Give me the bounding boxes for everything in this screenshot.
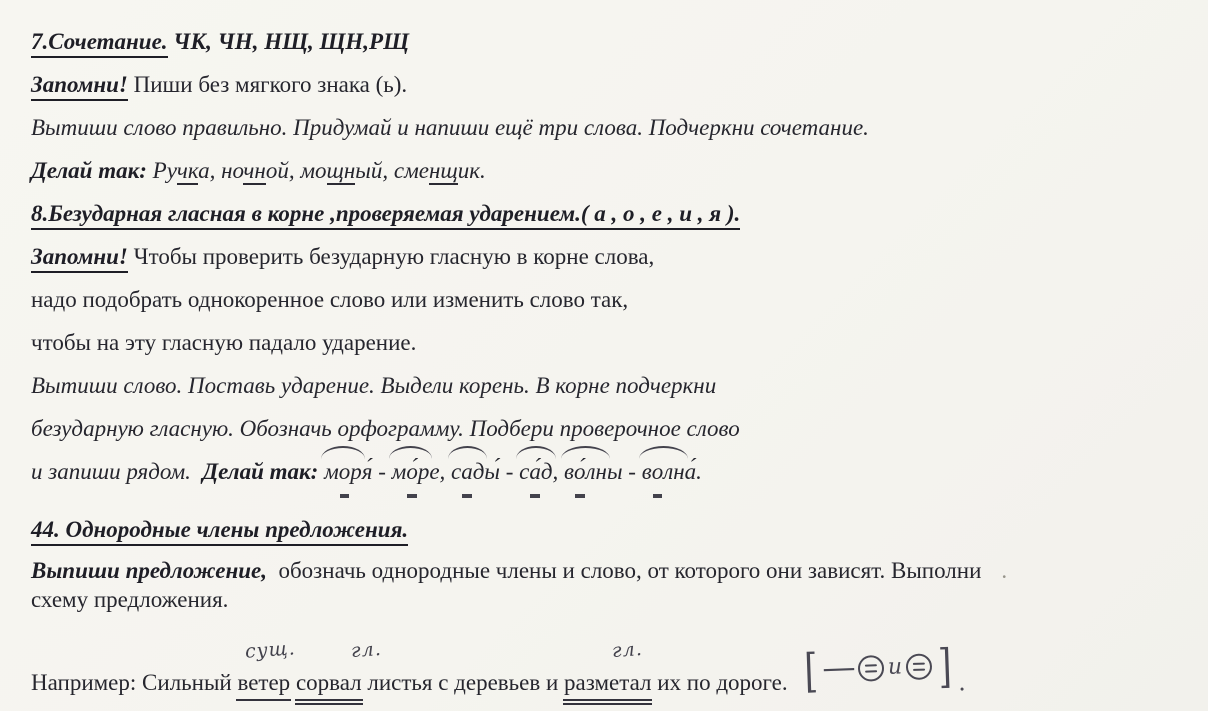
schema-subject-dash: —: [822, 650, 855, 685]
vowel-underline-mark: о́: [574, 450, 586, 493]
root-arc-mark: во́лн: [564, 450, 607, 493]
root-arc-mark: мо́р: [392, 450, 430, 493]
section-7-examples: Делай так: Ручка, ночной, мощный, сменщик.: [31, 158, 486, 183]
stray-mark: .: [1001, 558, 1008, 583]
predicate-circle-icon: [905, 653, 932, 680]
letter-pair-underline: чк: [176, 158, 199, 183]
vowel-underline-mark: о: [339, 450, 351, 493]
handwritten-noun-label: сущ.: [244, 637, 297, 663]
vowel-underline-mark: а́: [529, 450, 541, 493]
example-word-morya: моря́: [324, 450, 372, 493]
example-word: сменщик: [393, 158, 481, 183]
task-text: Вытиши слово правильно. Придумай и напиши ещё три слова. Подчеркни сочетание.: [31, 115, 869, 140]
predicate-circle-icon: [857, 655, 884, 682]
section-44-heading: 44. Однородные члены предложения.: [31, 517, 408, 546]
section-44-example-sentence: Например: Сильный сущ. ветер гл. сорвал листья с деревьев и гл. разметал их по дороге. [ — и ] .: [31, 637, 966, 698]
vowel-underline-mark: а: [461, 450, 473, 493]
section-7-title: [31, 20, 1184, 63]
section-44-title: [31, 507, 1184, 553]
remember-label: Запомни!: [31, 244, 128, 273]
section-44-task: Выпиши предложение, обозначь однородные члены и слово, от которого они зависят. Выполни . схему предложения.: [31, 558, 1008, 612]
section-8-remember-3: чтобы на эту гласную падало ударение.: [31, 330, 417, 355]
predicate-word-2: гл. разметал: [564, 668, 651, 698]
handwritten-verb-label: гл.: [611, 637, 644, 663]
section-8-title: [31, 192, 1184, 235]
sentence-schema: [801, 638, 966, 698]
section-7-task: [31, 106, 1184, 149]
remember-text: Пиши без мягкого знака (ь).: [127, 72, 408, 97]
schema-period: .: [957, 667, 966, 697]
example-word-volny: во́лны: [564, 450, 623, 493]
schema-conjunction: и: [887, 654, 903, 680]
handwritten-verb-label: гл.: [350, 637, 383, 663]
vowel-underline-mark: о: [652, 450, 664, 493]
section-8-task-2: безударную гласную. Обозначь орфограмму. Подбери проверочное слово: [31, 416, 740, 441]
root-arc-mark: сад: [451, 450, 484, 493]
predicate-word-1: гл. сорвал: [296, 668, 362, 698]
root-arc-mark: са́д: [519, 450, 552, 493]
example-word: ночной: [221, 158, 289, 183]
root-arc-mark: мор: [324, 450, 362, 493]
section-8-heading: 8.Безударная гласная в корне ,проверяемая ударением.( а , о , е , и , я ).: [31, 201, 740, 230]
vowel-underline-mark: о́: [406, 450, 418, 493]
subject-word: сущ. ветер: [237, 668, 290, 698]
example-word: мощный: [300, 158, 383, 183]
task-label: Выпиши предложение,: [31, 558, 267, 583]
section-7-number-title: 7.Сочетание.: [31, 29, 168, 58]
section-7-title-combinations: ЧК, ЧН, НЩ, ЩН,РЩ: [167, 29, 409, 54]
section-8-examples: и запиши рядом. Делай так: моря́ - мо́ре, сады́ - са́д, во́лны - волна́.: [31, 450, 1184, 493]
example-word-more: мо́ре: [392, 450, 440, 493]
letter-pair-underline: щн: [326, 158, 356, 183]
section-8-task-1: Вытиши слово. Поставь ударение. Выдели корень. В корне подчеркни: [31, 373, 717, 398]
example-word-sad: [519, 450, 552, 493]
example-word-volna: волна́: [642, 450, 696, 493]
schema-close-bracket: ]: [937, 638, 953, 694]
remember-label: Запомни!: [31, 72, 128, 101]
root-arc-mark: волн: [642, 450, 685, 493]
section-7-remember: [31, 63, 1184, 106]
schema-open-bracket: [: [802, 643, 819, 698]
example-word: Ручка: [152, 158, 210, 183]
section-8-remember-1: Запомни! Чтобы проверить безударную гласную в корне слова,: [31, 235, 1184, 278]
do-this-label: Делай так:: [202, 459, 325, 484]
section-8-remember-2: надо подобрать однокоренное слово или изменить слово так,: [31, 287, 629, 312]
letter-pair-underline: чн: [243, 158, 266, 183]
letter-pair-underline: нщ: [428, 158, 458, 183]
for-example-label: Например:: [31, 670, 143, 695]
example-word-sady: сады́: [451, 450, 500, 493]
do-this-label: Делай так:: [31, 158, 153, 183]
